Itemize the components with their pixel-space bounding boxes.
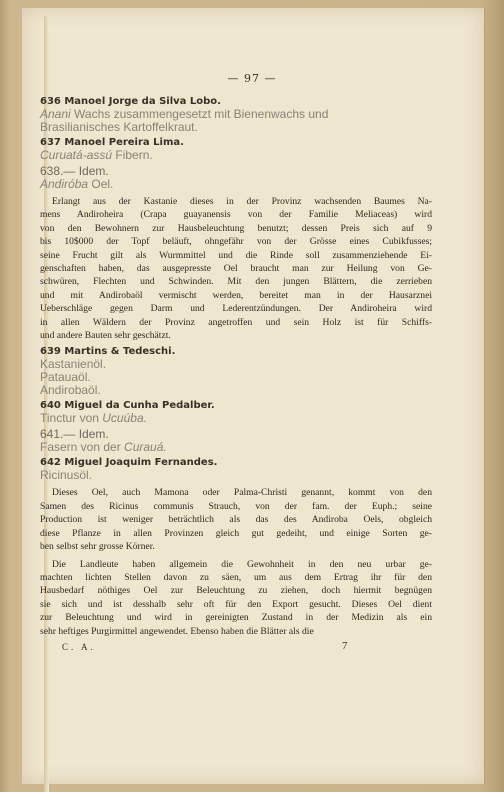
entry-heading: 642 Miguel Joaquim Fernandes.: [40, 457, 218, 469]
text-line: Erlangt aus der Kastanie dieses in der Provinz wachsenden Baumes Na-: [52, 196, 432, 207]
entry-line: Patauaöl.: [40, 370, 91, 385]
entry-line: Brasilianisches Kartoffelkraut.: [40, 120, 198, 134]
entry-line: Andirobaöl.: [40, 383, 101, 398]
entry-line: Andiróba Oel.: [40, 177, 114, 191]
entry-list-2: [40, 346, 432, 482]
entry-line: Fasern von der Curauá.: [40, 440, 167, 455]
text-line: ben selbst sehr grosse Körner.: [40, 541, 155, 553]
text-line: sie sich und ist desshalb sehr oft für den Export gesucht. Dieses Oel dient: [40, 598, 432, 610]
text-line: in allen Wäldern der Provinz angetroffen und sein Holz ist für Schiffs-: [40, 316, 432, 328]
catalog-entry: [40, 457, 432, 482]
paragraph-ricinus: [40, 486, 432, 553]
text-line: von den Bewohnern zur Hausbeleuchtung benutzt; dessen Preis sich auf 9: [40, 222, 432, 234]
entry-heading: 640 Miguel da Cunha Pedalber.: [40, 400, 215, 412]
entry-heading: 639 Martins & Tedeschi.: [40, 346, 176, 358]
text-line: mens Andiroheira (Crapa guayanensis von der Familie Meliaceas) wird: [40, 209, 432, 221]
catalog-entry: [40, 400, 432, 425]
page-number: — 97 —: [227, 72, 277, 85]
paragraph-andiroba: [40, 195, 432, 342]
entry-line: Tinctur von Ucuúba.: [40, 411, 147, 426]
paragraph-landleute: [40, 558, 432, 638]
text-line: und andere Bauten sehr geschätzt.: [40, 330, 171, 342]
text-line: Samen des Ricinus communis Strauch, von der fam. der Euph.; seine: [40, 500, 432, 512]
text-line: Ueberschläge gegen Darm und Lederentzündungen. Der Andiroheira wird: [40, 303, 432, 315]
text-line: und mit Andirobaöl vermischt werden, bereitet man in der Hausarznei: [40, 289, 432, 301]
text-line: Production ist weniger beträchtlich als das des Andiroba Oels, obgleich: [40, 514, 432, 526]
entry-line: Kastanienöl.: [40, 357, 107, 372]
text-line: Hausbedarf nöthiges Oel zur Beleuchtung zu ziehen, doch hiermit begnügen: [40, 585, 432, 597]
text-line: genschaften haben, das ausgepresste Oel braucht man zur Heilung von Ge-: [40, 263, 432, 275]
catalog-entry: [40, 346, 432, 397]
text-line: zur Beleuchtung und wird in gereinigten Zustand in der Medizin als ein: [40, 612, 432, 624]
text-line: seine Frucht gilt als Wurmmittel und die Rinde soll zusammenziehende Ei-: [40, 249, 432, 261]
entry-heading: 638.— Idem.: [40, 164, 109, 178]
entry-heading: 637 Manoel Pereira Lima.: [40, 137, 184, 148]
text-line: machten lichten Stellen davon zu säen, um aus dem Ertrag ihr für den: [40, 571, 432, 583]
entry-line: Ricinusöl.: [40, 468, 93, 483]
text-line: Die Landleute haben allgemein die Gewohnheit in den neu urbar ge-: [52, 558, 432, 570]
text-line: Dieses Oel, auch Mamona oder Palma-Christi genannt, kommt von den: [52, 487, 432, 499]
folio-number: 7: [342, 640, 348, 652]
catalog-entry: [40, 428, 432, 454]
entry-line: Curuatá-assú Fibern.: [40, 148, 153, 162]
catalog-entry: [40, 165, 432, 191]
signature-mark: C. A.: [62, 642, 96, 652]
catalog-entry: [40, 96, 432, 134]
catalog-entry: [40, 137, 432, 162]
text-line: diese Pflanze in allen Provinzen gleich gut gedeiht, und einige Sorten ge-: [40, 527, 432, 539]
text-line: sehr heftiges Purgirmittel angewendet. Ebenso haben die Blätter als die: [40, 625, 314, 637]
text-line: schwüren, Flechten und Schwinden. Mit den jungen Blättern, die zerrieben: [40, 276, 432, 288]
text-line: bis 10$000 der Topf beläuft, ohngefähr von der Grösse eines Cubikfusses;: [40, 236, 432, 248]
entry-heading: 636 Manoel Jorge da Silva Lobo.: [40, 96, 221, 107]
entry-list-1: [40, 96, 432, 191]
entry-line: Anani Wachs zusammengesetzt mit Bienenwachs und: [40, 107, 329, 121]
entry-heading: 641.— Idem.: [40, 427, 109, 442]
page-content: [40, 96, 432, 642]
